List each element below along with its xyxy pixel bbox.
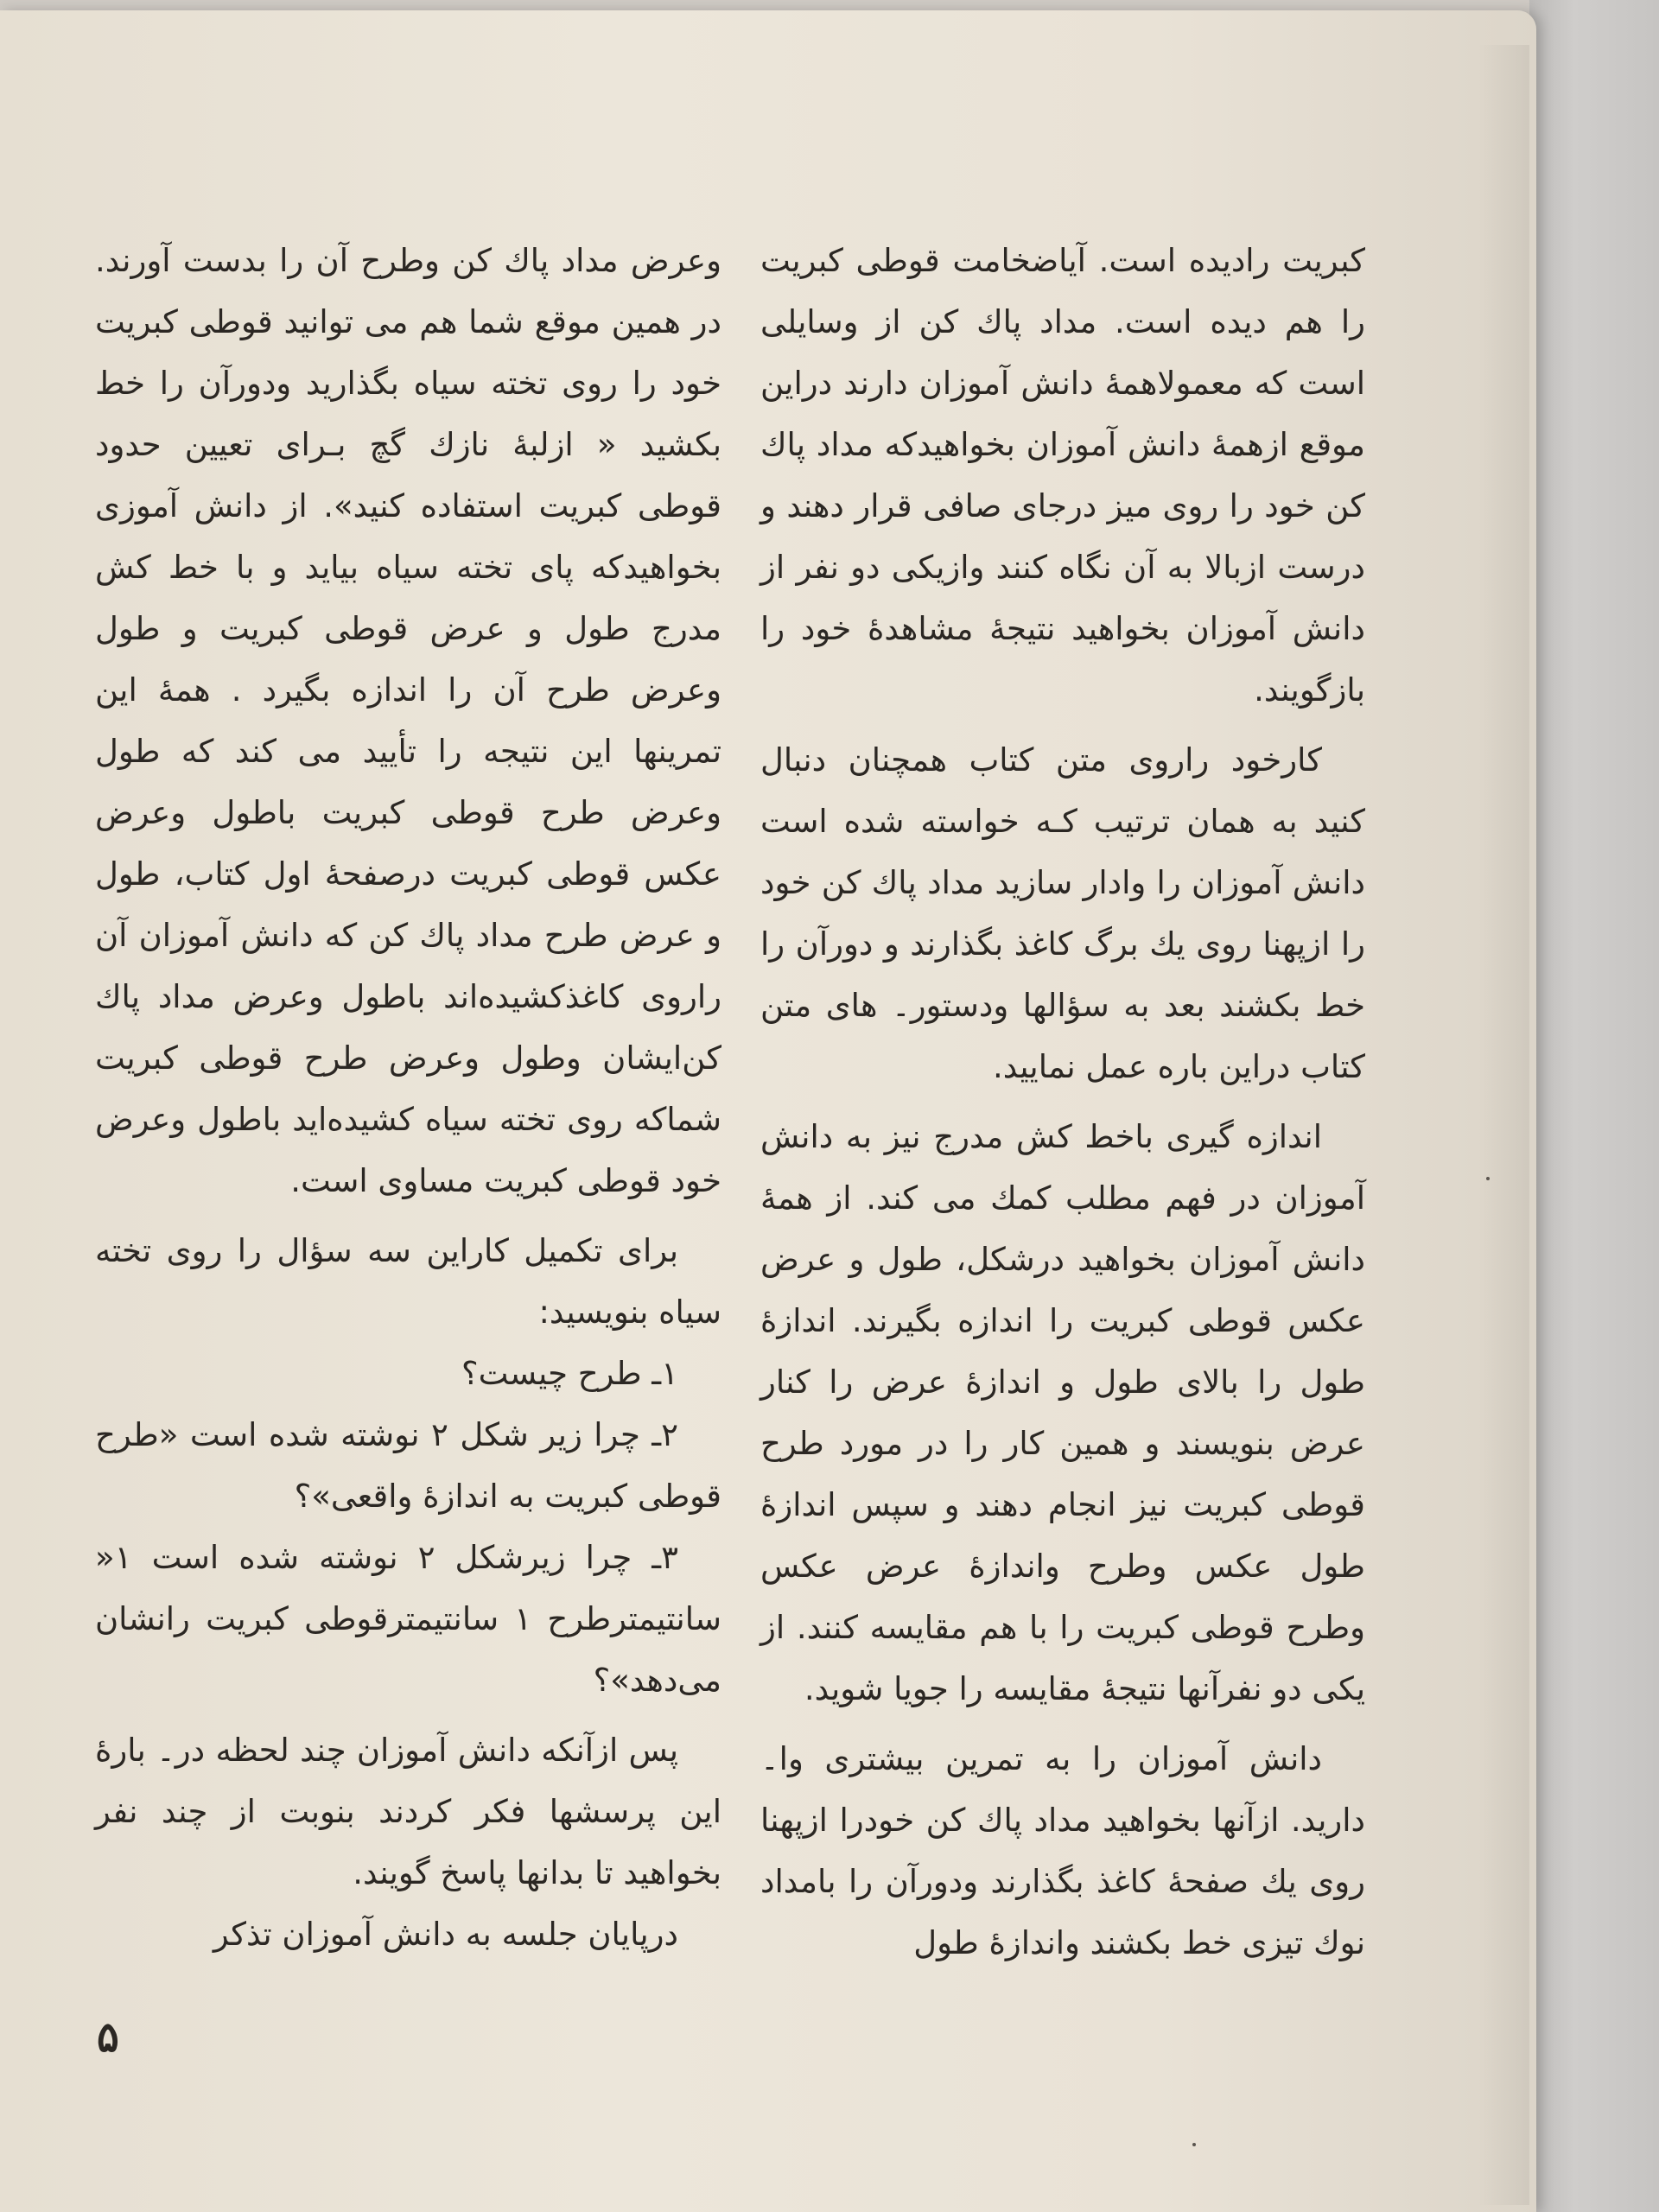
paper-speck xyxy=(1192,2143,1196,2146)
left-text-column xyxy=(95,230,721,1965)
paragraph: برای تکمیل کاراین سه سؤال را روی تخته سیاه بنویسید: xyxy=(95,1232,721,1331)
page-number: ۵ xyxy=(97,2013,119,2062)
paper-speck xyxy=(1486,1177,1490,1180)
background-surface xyxy=(1529,0,1659,2212)
question-item: ۳ـ چرا زیرشکل ۲ نوشته شده است ۱« سانتیمترطرح ۱ سانتیمترقوطی کبریت رانشان می‌دهد»؟ xyxy=(95,1539,721,1699)
paragraph: پس ازآنکه دانش آموزان چند لحظه در۔ بارهٔ این پرسشها فکر کردند بنوبت از چند نفر بخواهید تا بدانها پاسخ گویند. xyxy=(95,1732,721,1891)
page-gutter-shadow xyxy=(1478,45,1529,2205)
paragraph: کبریت رادیده است. آیاضخامت قوطی کبریت را هم دیده است. مداد پاك کن از وسایلی است که معمولاهمهٔ دانش آموزان دارند دراین موقع ازهمهٔ دانش آموزان بخواهیدکه مداد پاك کن خود را روی میز درجای صافی قرار دهند و درست ازبالا به آن نگاه کنند وازیکی دو نفر از دانش آموزان بخواهید نتیجهٔ مشاهدهٔ خود را بازگویند. xyxy=(760,242,1365,709)
right-text-column xyxy=(760,230,1365,1974)
question-item: ۲ـ چرا زیر شکل ۲ نوشته شده است «طرح قوطی کبریت به اندازهٔ واقعی»؟ xyxy=(95,1416,721,1515)
paragraph: اندازه گیری باخط کش مدرج نیز به دانش آموزان در فهم مطلب کمك می کند. از همهٔ دانش آموزان بخواهید درشکل، طول و عرض عکس قوطی کبریت را اندازه بگیرند. اندازهٔ طول را بالای طول و اندازهٔ عرض را کنار عرض بنویسند و همین کار را در مورد طرح قوطی کبریت نیز انجام دهند و سپس اندازهٔ طول عکس وطرح واندازهٔ عرض عکس وطرح قوطی کبریت را با هم مقایسه کنند. از یکی دو نفرآنها نتیجهٔ مقایسه را جویا شوید. xyxy=(760,1118,1365,1707)
paragraph: کارخود راروی متن کتاب همچنان دنبال کنید به همان ترتیب کـه خواسته شده است دانش آموزان را وادار سازید مداد پاك کن خود را ازپهنا روی یك برگ کاغذ بگذارند و دورآن را خط بکشند بعد به سؤالها ودستور۔ های متن کتاب دراین باره عمل نمایید. xyxy=(760,741,1365,1085)
question-item: ۱ـ طرح چیست؟ xyxy=(461,1355,678,1392)
paragraph: دانش آموزان را به تمرین بیشتری وا۔ دارید. ازآنها بخواهید مداد پاك کن خودرا ازپهنا روی یك صفحهٔ کاغذ بگذارند ودورآن را بامداد نوك تیزی خط بکشند واندازهٔ طول xyxy=(760,1740,1365,1961)
paragraph: درپایان جلسه به دانش آموزان تذکر xyxy=(213,1916,678,1953)
paragraph: وعرض مداد پاك کن وطرح آن را بدست آورند. در همین موقع شما هم می توانید قوطی کبریت خود را روی تخته سیاه بگذارید ودورآن را خط بکشید « ازلبهٔ نازك گچ بـرای تعیین حدود قوطی کبریت استفاده کنید». از دانش آموزی بخواهیدکه پای تخته سیاه بیاید و با خط کش مدرج طول و عرض قوطی کبریت و طول وعرض طرح آن را اندازه بگیرد . همهٔ این تمرینها این نتیجه را تأیید می کند که طول وعرض طرح قوطی کبریت باطول وعرض عکس قوطی کبریت درصفحهٔ اول کتاب، طول و عرض طرح مداد پاك کن که دانش آموزان آن راروی کاغذکشیده‌اند باطول وعرض مداد پاك کن‌ایشان وطول وعرض طرح قوطی کبریت شماکه روی تخته سیاه کشیده‌اید باطول وعرض خود قوطی کبریت مساوی است. xyxy=(95,242,721,1199)
